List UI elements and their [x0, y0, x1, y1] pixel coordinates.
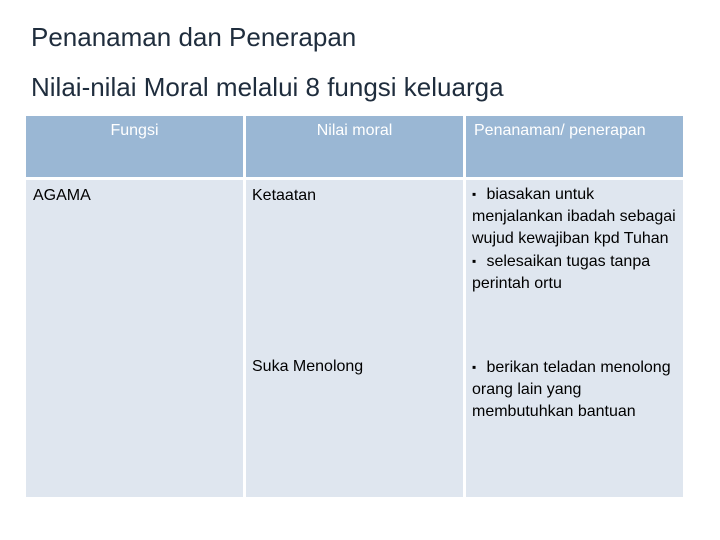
moral-values-table — [26, 116, 683, 497]
slide-title-line-1: Penanaman dan Penerapan — [31, 22, 357, 52]
bullet-icon: ▪ — [472, 254, 477, 268]
bullet-icon: ▪ — [472, 187, 477, 201]
cell-penerapan-ketaatan — [466, 180, 683, 353]
cell-penerapan-suka-menolong — [466, 353, 683, 497]
header-penanaman: Penanaman/ penerapan — [466, 116, 683, 177]
bullet-text: berikan teladan menolong orang lain yang membutuhkan bantuan — [472, 359, 671, 420]
bullet-text: biasakan untuk menjalankan ibadah sebagai wujud kewajiban kpd Tuhan — [472, 186, 676, 247]
bullet-text: selesaikan tugas tanpa perintah ortu — [472, 253, 651, 292]
cell-nilai-suka-menolong: Suka Menolong — [246, 353, 463, 497]
bullet-item — [472, 250, 683, 295]
cell-nilai-ketaatan: Ketaatan — [246, 180, 463, 353]
header-fungsi: Fungsi — [26, 116, 243, 177]
slide-title-line-2: Nilai-nilai Moral melalui 8 fungsi keluarga — [31, 72, 504, 102]
bullet-icon: ▪ — [472, 360, 477, 374]
bullet-item — [472, 183, 683, 250]
bullet-item — [472, 356, 683, 423]
header-nilai-moral: Nilai moral — [246, 116, 463, 177]
cell-fungsi-agama: AGAMA — [26, 180, 243, 497]
